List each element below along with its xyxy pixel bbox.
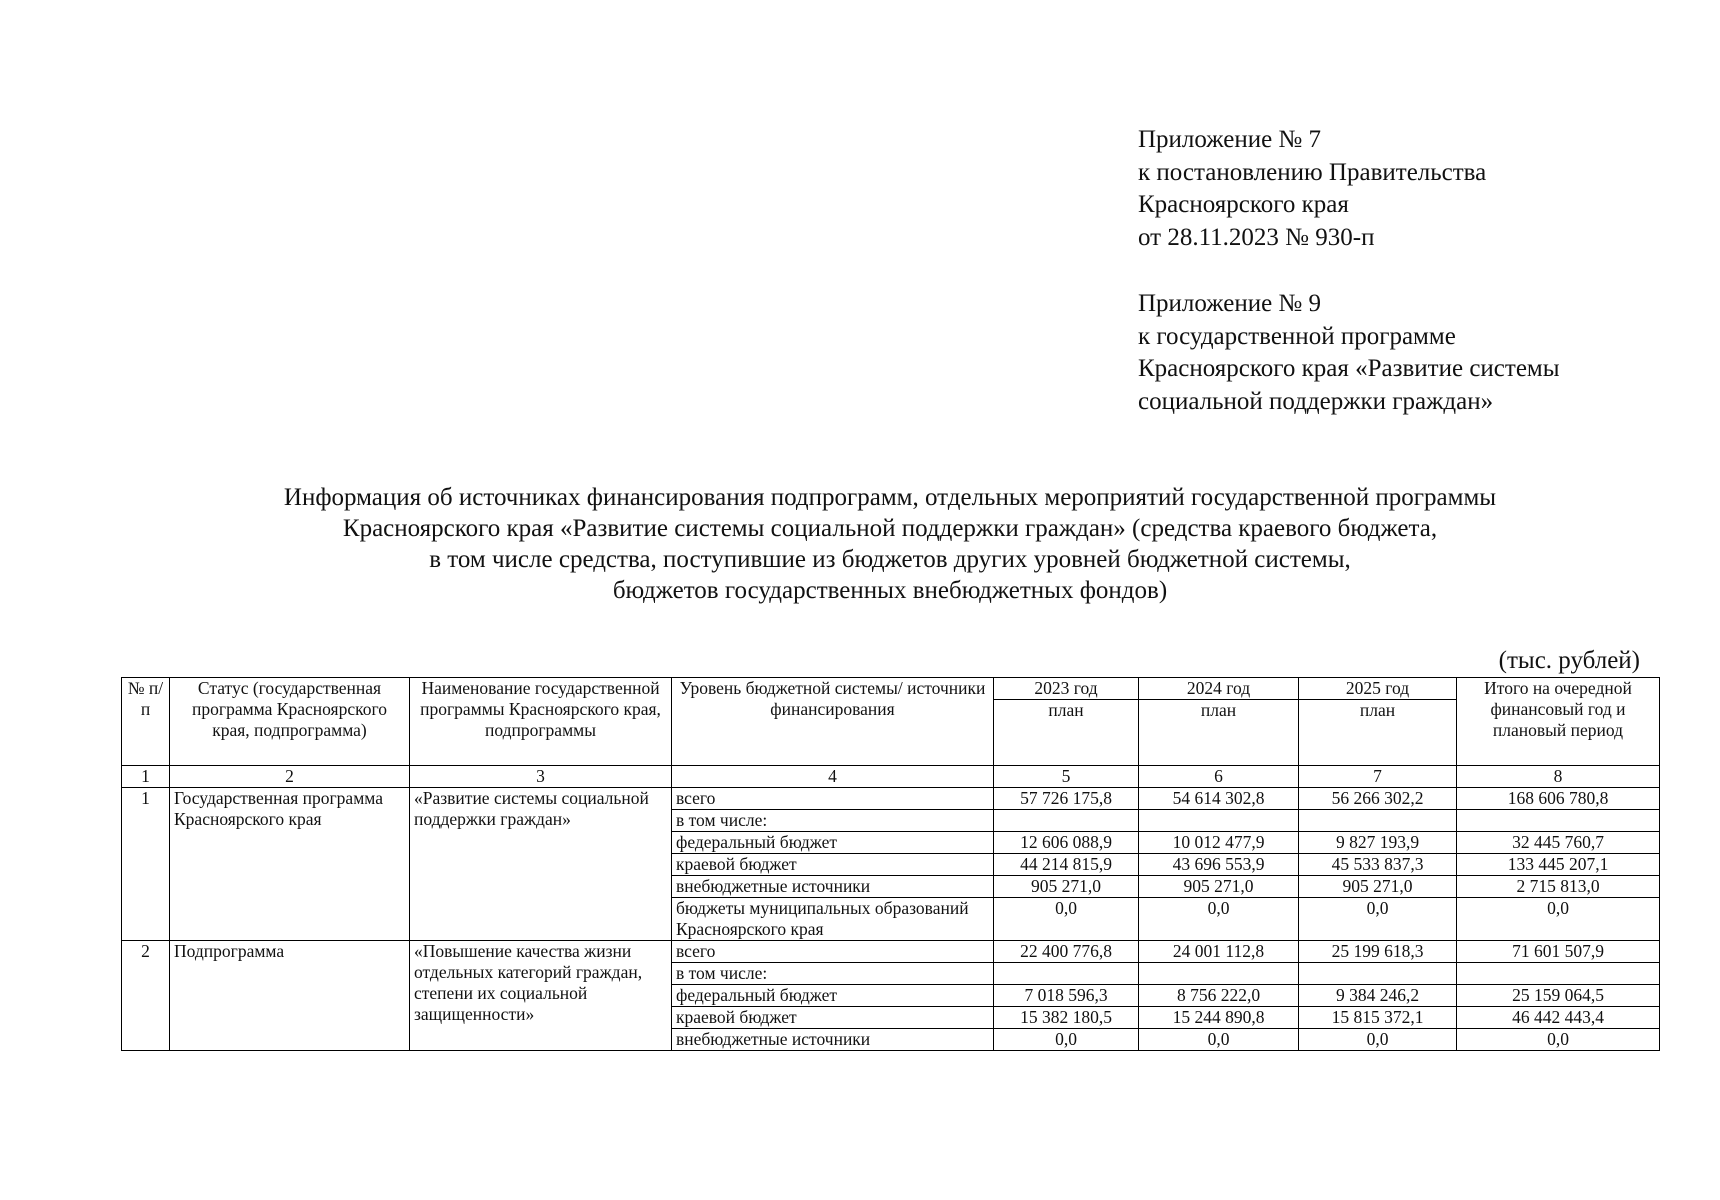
units-label: (тыс. рублей) [1498,647,1640,674]
title-line: Красноярского края «Развитие системы социальной поддержки граждан» (средства краевого бюджета, [342,515,1438,542]
row-2024: 10 012 477,9 [1139,832,1299,854]
row-level: внебюджетные источники [672,1029,994,1051]
table-row [122,788,1660,810]
row-total: 133 445 207,1 [1457,854,1660,876]
row-2024: 0,0 [1139,898,1299,941]
row-2025: 45 533 837,3 [1299,854,1457,876]
row-total [1457,810,1660,832]
row-2024: 0,0 [1139,1029,1299,1051]
row-2023 [994,963,1139,985]
row-2023: 15 382 180,5 [994,1007,1139,1029]
row-level: в том числе: [672,963,994,985]
row-2025: 15 815 372,1 [1299,1007,1457,1029]
col-number: 4 [672,766,994,788]
row-status: Подпрограмма [170,941,410,1051]
row-total: 2 715 813,0 [1457,876,1660,898]
annex-9-line: социальной поддержки граждан» [1138,387,1494,415]
row-total: 32 445 760,7 [1457,832,1660,854]
col-number: 8 [1457,766,1660,788]
row-2024: 905 271,0 [1139,876,1299,898]
row-2025: 905 271,0 [1299,876,1457,898]
header-level: Уровень бюджетной системы/ источники финансирования [672,678,994,766]
annex-7-line: к постановлению Правительства [1138,158,1487,186]
header-num: № п/п [122,678,170,766]
row-2024 [1139,963,1299,985]
header-plan-2024: план [1139,700,1299,766]
row-2025: 9 827 193,9 [1299,832,1457,854]
row-level: федеральный бюджет [672,832,994,854]
row-total [1457,963,1660,985]
row-2025: 56 266 302,2 [1299,788,1457,810]
row-level: всего [672,788,994,810]
row-total: 25 159 064,5 [1457,985,1660,1007]
header-2023: 2023 год [994,678,1139,700]
title-line: бюджетов государственных внебюджетных фондов) [612,577,1168,604]
row-level: бюджеты муниципальных образований Красноярского края [672,898,994,941]
annex-7-line: Приложение № 7 [1138,126,1322,153]
col-number: 6 [1139,766,1299,788]
table-row [122,941,1660,963]
row-2023: 12 606 088,9 [994,832,1139,854]
financing-table [121,677,1660,1051]
row-level: внебюджетные источники [672,876,994,898]
title-line: в том числе средства, поступившие из бюджетов других уровней бюджетной системы, [429,546,1351,573]
row-num: 2 [122,941,170,1051]
annex-9-line: Приложение № 9 [1138,290,1322,317]
row-total: 0,0 [1457,898,1660,941]
row-level: краевой бюджет [672,1007,994,1029]
row-2025: 9 384 246,2 [1299,985,1457,1007]
row-total: 46 442 443,4 [1457,1007,1660,1029]
row-total: 168 606 780,8 [1457,788,1660,810]
annex-9-line: к государственной программе [1138,322,1456,350]
row-2024 [1139,810,1299,832]
row-program-name: «Развитие системы социальной поддержки граждан» [410,788,672,941]
row-2023: 7 018 596,3 [994,985,1139,1007]
annex-7-block [1138,124,1486,254]
header-plan-2023: план [994,700,1139,766]
row-2023: 44 214 815,9 [994,854,1139,876]
row-2025: 25 199 618,3 [1299,941,1457,963]
col-number: 7 [1299,766,1457,788]
annex-9-line: Красноярского края «Развитие системы [1138,355,1560,382]
header-name: Наименование государственной программы Красноярского края, подпрограммы [410,678,672,766]
row-2025: 0,0 [1299,1029,1457,1051]
row-2024: 8 756 222,0 [1139,985,1299,1007]
row-2023: 0,0 [994,1029,1139,1051]
row-2024: 15 244 890,8 [1139,1007,1299,1029]
header-total: Итого на очередной финансовый год и плановый период [1457,678,1660,766]
row-2025: 0,0 [1299,898,1457,941]
row-2024: 54 614 302,8 [1139,788,1299,810]
row-2024: 43 696 553,9 [1139,854,1299,876]
row-2025 [1299,810,1457,832]
header-2024: 2024 год [1139,678,1299,700]
row-level: федеральный бюджет [672,985,994,1007]
annex-7-line: Красноярского края [1138,191,1349,218]
col-number: 1 [122,766,170,788]
row-2025 [1299,963,1457,985]
row-program-name: «Повышение качества жизни отдельных категорий граждан, степени их социальной защищенности» [410,941,672,1051]
header-plan-2025: план [1299,700,1457,766]
annex-7-line: от 28.11.2023 № 930-п [1138,223,1375,251]
title-line: Информация об источниках финансирования подпрограмм, отдельных мероприятий государственной программы [283,484,1497,511]
row-2023: 57 726 175,8 [994,788,1139,810]
row-level: всего [672,941,994,963]
annex-9-block [1138,288,1560,418]
row-2023: 22 400 776,8 [994,941,1139,963]
header-status: Статус (государственная программа Красноярского края, подпрограмма) [170,678,410,766]
row-level: краевой бюджет [672,854,994,876]
row-total: 71 601 507,9 [1457,941,1660,963]
row-2024: 24 001 112,8 [1139,941,1299,963]
header-row [122,678,1660,700]
header-2025: 2025 год [1299,678,1457,700]
column-number-row [122,766,1660,788]
col-number: 2 [170,766,410,788]
row-level: в том числе: [672,810,994,832]
row-2023: 0,0 [994,898,1139,941]
row-num: 1 [122,788,170,941]
document-title [0,482,1720,606]
row-total: 0,0 [1457,1029,1660,1051]
col-number: 5 [994,766,1139,788]
row-2023 [994,810,1139,832]
row-2023: 905 271,0 [994,876,1139,898]
row-status: Государственная программа Красноярского края [170,788,410,941]
col-number: 3 [410,766,672,788]
